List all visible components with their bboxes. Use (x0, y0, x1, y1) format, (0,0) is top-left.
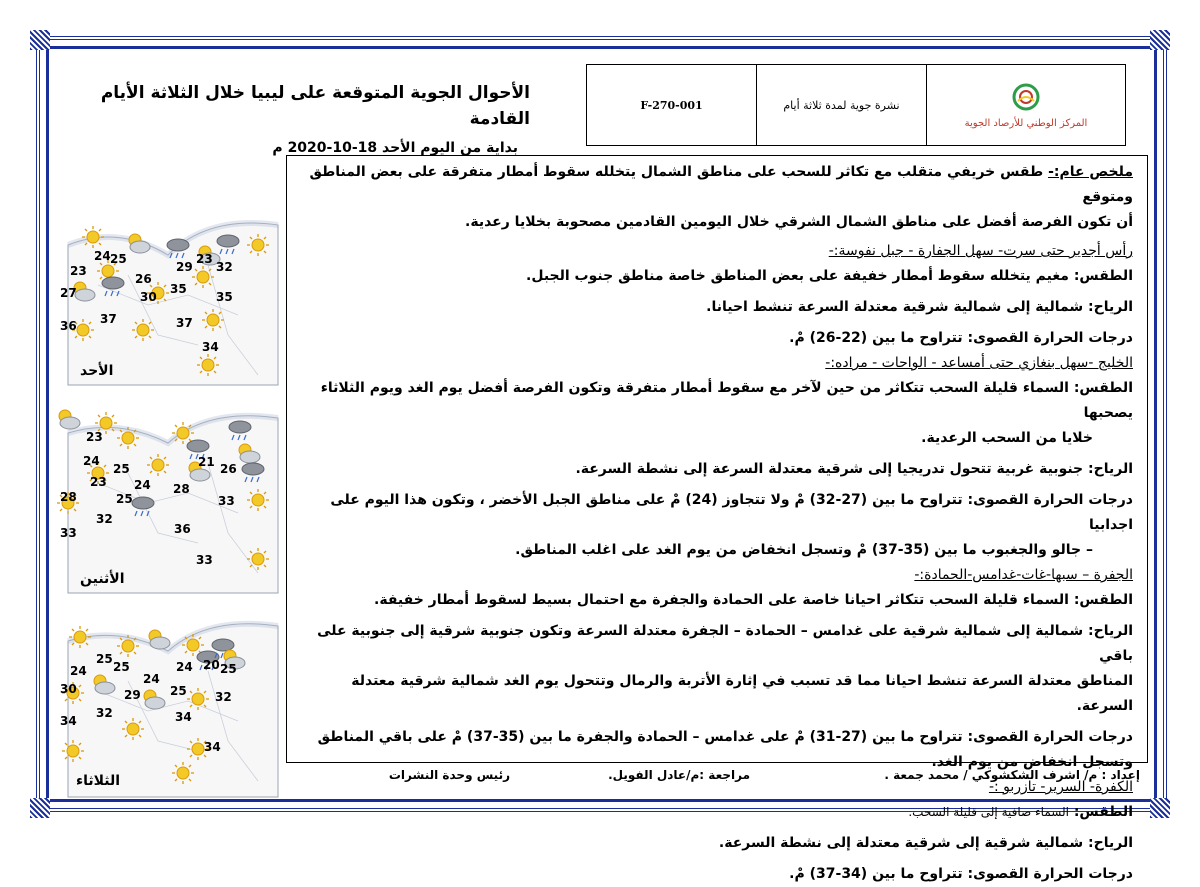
map-temp-label: 33 (196, 553, 213, 567)
weather-text: السماء قليلة السحب تتكاثر احيانا خاصة على الحمادة والجفرة مع احتمال بسيط لسقوط أمطار خفيفة. (374, 592, 1069, 608)
temp-text: تتراوح ما بين (27-32) مْ ولا تتجاوز (24) مْ على مناطق الجبل الأخضر ، وتكون هذا اليوم على اجدابيا (330, 492, 1133, 533)
temp-label: درجات الحرارة القصوى: (967, 729, 1133, 745)
region-title: الجفرة – سبها-غات-غدامس-الحمادة:- (914, 567, 1133, 583)
map-temp-label: 24 (83, 454, 100, 468)
map-temp-label: 35 (216, 290, 233, 304)
map-temp-label: 27 (60, 286, 77, 300)
weather-text: السماء قليلة السحب تتكاثر من حين لآخر مع سقوط أمطار متفرقة وتكون الفرصة أفضل يوم الغد ويوم الثلاثاء يصحبها (320, 380, 1133, 421)
map-temp-label: 34 (175, 710, 192, 724)
map-temp-label: 29 (176, 260, 193, 274)
frame-corner (1150, 30, 1170, 50)
weather-text: مغيم يتخلله سقوط أمطار خفيفة على بعض المناطق خاصة مناطق جنوب الجبل. (526, 268, 1069, 284)
weather-label: الطقس: (1073, 592, 1133, 608)
wind-label: الرياح: (1088, 835, 1133, 851)
temp-line (301, 488, 1133, 538)
map-day-label: الأحد (80, 363, 114, 379)
frame-corner (30, 798, 50, 818)
map-temp-label: 23 (86, 430, 103, 444)
map-temp-label: 37 (176, 316, 193, 330)
org-logo-icon (1006, 82, 1046, 112)
map-temp-label: 33 (218, 494, 235, 508)
map-panel-sunday (58, 185, 286, 385)
map-temp-label: 20 (203, 658, 220, 672)
map-temp-label: 37 (100, 312, 117, 326)
temp-text-cont: وتسجل انخفاض من يوم الغد. (931, 754, 1133, 770)
map-temp-label: 33 (60, 526, 77, 540)
map-temp-label: 25 (116, 492, 133, 506)
map-temp-label: 30 (60, 682, 77, 696)
header-info-box (586, 64, 1126, 146)
temp-label: درجات الحرارة القصوى: (967, 866, 1133, 882)
wind-text: شمالية شرقية إلى شرقية معتدلة إلى نشطة السرعة. (718, 835, 1084, 851)
summary-label: ملخص عام:- (1048, 164, 1133, 180)
temp-line (301, 326, 1133, 351)
map-temp-label: 28 (60, 490, 77, 504)
bulletin-name: نشرة جوية لمدة ثلاثة أيام (757, 65, 927, 145)
map-day-label: الثلاثاء (76, 773, 121, 789)
temp-text-cont: – جالو والجغبوب ما بين (35-37) مْ وتسجل انخفاض من يوم الغد على اغلب المناطق. (515, 542, 1093, 558)
frame-corner (30, 30, 50, 50)
organization-cell (927, 65, 1125, 145)
date-line: بداية من اليوم الأحد 18-10-2020 م (272, 140, 518, 156)
form-code: F-270-001 (587, 65, 757, 145)
wind-line (301, 831, 1133, 856)
map-temp-label: 32 (215, 690, 232, 704)
wind-line (301, 457, 1133, 482)
weather-label: الطقس: (1073, 380, 1133, 396)
temp-label: درجات الحرارة القصوى: (967, 492, 1133, 508)
footer (300, 768, 1140, 790)
map-temp-label: 23 (70, 264, 87, 278)
temp-line (301, 862, 1133, 887)
wind-line (301, 619, 1133, 669)
map-temp-label: 24 (94, 249, 111, 263)
wind-text: جنوبية غربية تتحول تدريجيا إلى شرقية معتدلة السرعة إلى نشطة السرعة. (575, 461, 1084, 477)
summary-line (301, 160, 1133, 210)
map-temp-label: 32 (216, 260, 233, 274)
head-of-unit: رئيس وحدة النشرات (388, 768, 510, 782)
libya-map-sunday (58, 185, 286, 385)
wind-text: شمالية إلى شمالية شرقية معتدلة السرعة تنشط احيانا. (706, 299, 1084, 315)
temp-text: تتراوح ما بين (34-37) مْ. (789, 866, 963, 882)
map-temp-label: 25 (113, 660, 130, 674)
wind-label: الرياح: (1088, 623, 1133, 639)
map-temp-label: 34 (202, 340, 219, 354)
map-temp-label: 23 (196, 252, 213, 266)
map-temp-label: 25 (220, 662, 237, 676)
map-day-label: الأثنين (80, 571, 125, 587)
region-title: الكفرة- السرير- تازربو :- (988, 779, 1133, 795)
weather-label: الطقس: (1073, 804, 1133, 820)
weather-text: السماء صافية إلى قليلة السحب. (908, 805, 1069, 819)
map-temp-label: 28 (173, 482, 190, 496)
map-temp-label: 25 (170, 684, 187, 698)
map-temp-label: 24 (134, 478, 151, 492)
wind-text-cont: المناطق معتدلة السرعة تنشط احيانا مما قد تسبب في إثارة الأتربة والرمال وتتحول يوم الغد شمالية شرقية معتدلة السرعة. (351, 673, 1133, 714)
reviewed-by: مراجعة :م/عادل الفويل. (608, 768, 750, 782)
region-title: رأس أجدير حتى سرت- سهل الجفارة - جبل نفوسة:- (828, 243, 1133, 259)
frame-corner (1150, 798, 1170, 818)
map-temp-label: 24 (70, 664, 87, 678)
map-temp-label: 21 (198, 455, 215, 469)
weather-line (301, 376, 1133, 426)
temp-text: تتراوح ما بين (22-26) مْ. (789, 330, 963, 346)
weather-line (301, 800, 1133, 825)
weather-line (301, 588, 1133, 613)
map-temp-label: 25 (113, 462, 130, 476)
libya-map-tuesday (58, 601, 286, 797)
map-temp-label: 25 (110, 252, 127, 266)
map-temp-label: 26 (220, 462, 237, 476)
summary-line-2: أن تكون الفرصة أفضل على مناطق الشمال الشرقي خلال اليومين القادمين مصحوبة بخلايا رعدية. (465, 214, 1133, 230)
prepared-by: إعداد : م/ اشرف الشكشوكي / محمد جمعة . (884, 768, 1140, 782)
map-temp-label: 23 (90, 475, 107, 489)
map-temp-label: 34 (60, 714, 77, 728)
temp-text: تتراوح ما بين (27-31) مْ على غدامس – الحمادة والجفرة ما بين (35-37) مْ على باقي المناطق (317, 729, 963, 745)
temp-label: درجات الحرارة القصوى: (967, 330, 1133, 346)
wind-label: الرياح: (1088, 299, 1133, 315)
region-title: الخليج -سهل بنغازي حتى أمساعد - الواحات - مراده:- (825, 355, 1133, 371)
forecast-maps (58, 185, 286, 797)
wind-text: شمالية إلى شمالية شرقية على غدامس – الحمادة – الجفرة معتدلة السرعة وتكون جنوبية شرقية إلى جنوبية على باقي (317, 623, 1133, 664)
weather-line (301, 264, 1133, 289)
map-temp-label: 32 (96, 512, 113, 526)
map-temp-label: 24 (143, 672, 160, 686)
map-temp-label: 36 (60, 319, 77, 333)
map-temp-label: 25 (96, 652, 113, 666)
map-temp-label: 32 (96, 706, 113, 720)
libya-map-monday (58, 393, 286, 593)
map-panel-tuesday (58, 601, 286, 797)
map-temp-label: 36 (174, 522, 191, 536)
page-title: الأحوال الجوية المتوقعة على ليبيا خلال الثلاثة الأيام القادمة (100, 83, 530, 129)
weather-text-cont: خلايا من السحب الرعدية. (921, 430, 1093, 446)
summary-text: طقس خريفي متقلب مع تكاثر للسحب على مناطق الشمال يتخلله سقوط أمطار متفرقة على بعض المناطق ومتوقع (309, 164, 1133, 205)
org-name: المركز الوطني للأرصاد الجوية (964, 117, 1088, 129)
temp-line (301, 725, 1133, 750)
map-temp-label: 30 (140, 290, 157, 304)
weather-label: الطقس: (1073, 268, 1133, 284)
map-temp-label: 29 (124, 688, 141, 702)
map-temp-label: 24 (176, 660, 193, 674)
wind-label: الرياح: (1088, 461, 1133, 477)
map-temp-label: 26 (135, 272, 152, 286)
map-panel-monday (58, 393, 286, 593)
title-block (80, 80, 530, 156)
map-temp-label: 34 (204, 740, 221, 754)
map-temp-label: 35 (170, 282, 187, 296)
wind-line (301, 295, 1133, 320)
